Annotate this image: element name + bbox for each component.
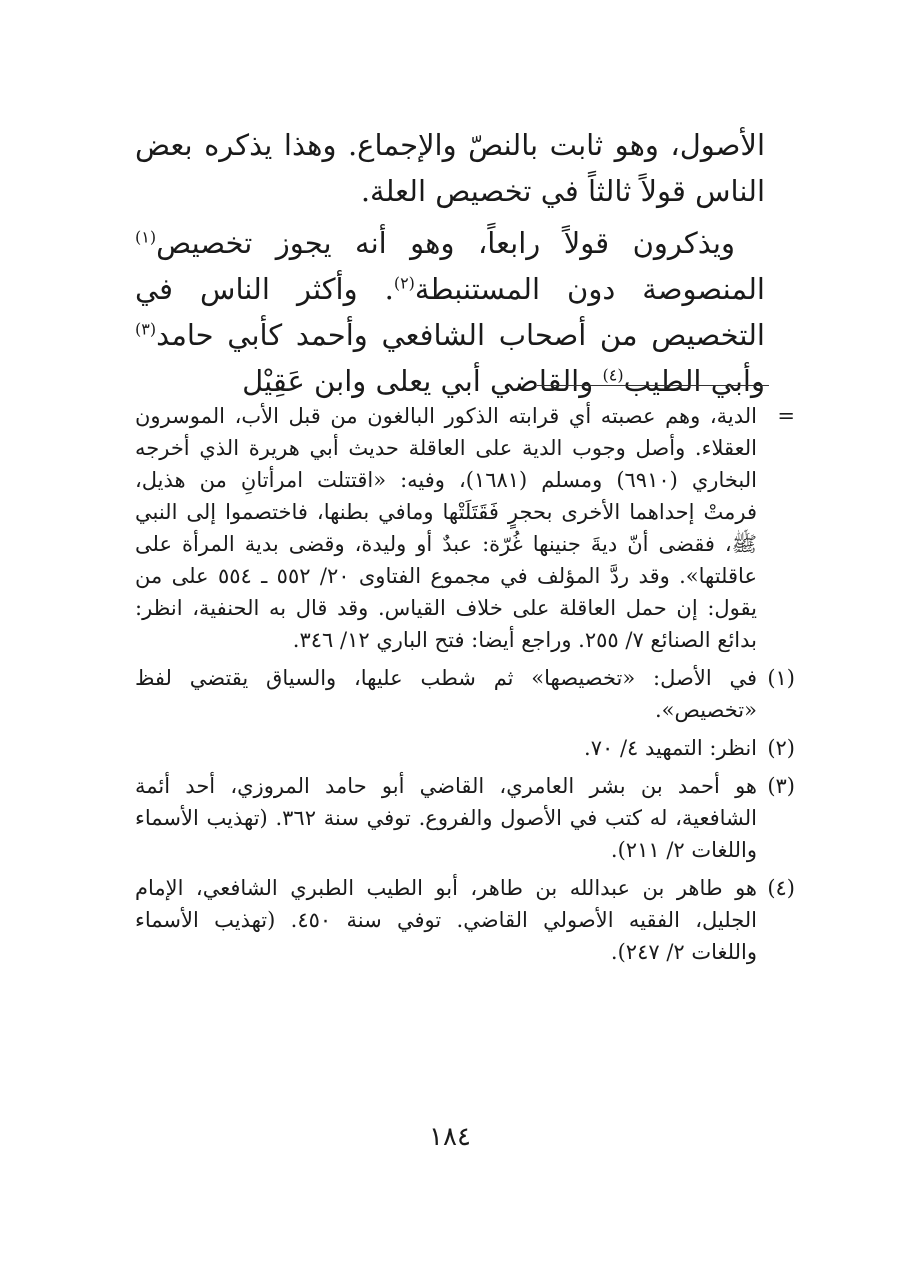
footnote-3-number: (٣) xyxy=(767,774,795,798)
body-paragraph-2-text-a: ويذكرون قولاً رابعاً، وهو أنه يجوز تخصيص xyxy=(156,226,735,260)
footnote-ref-3[interactable]: (٣) xyxy=(135,319,157,339)
footnote-separator-line xyxy=(537,385,769,386)
footnote-ref-4[interactable]: (٤) xyxy=(602,365,624,385)
footnote-continuation xyxy=(135,400,795,656)
body-paragraph-1 xyxy=(135,122,765,214)
footnote-ref-2[interactable]: (٢) xyxy=(393,273,415,293)
footnote-4-number: (٤) xyxy=(767,876,795,900)
footnote-1-number: (١) xyxy=(767,666,795,690)
body-paragraph-2 xyxy=(135,220,765,404)
footnote-1-text: في الأصل: «تخصيصها» ثم شطب عليها، والسياق يقتضي لفظ «تخصيص». xyxy=(135,666,757,722)
footnote-3 xyxy=(135,770,795,866)
footnote-continuation-text: الدية، وهم عصبته أي قرابته الذكور البالغون من قبل الأب، الموسرون العقلاء. وأصل وجوب الدية على العاقلة حديث أبي هريرة الذي أخرجه البخاري (٦٩١٠) ومسلم (١٦٨١)، وفيه: «اقتتلت امرأتانِ من هذيل، فرمتْ إحداهما الأخرى بحجرٍ فَقَتَلَتْها ومافي بطنها، فاختصموا إلى النبي ﷺ، فقضى أنّ ديةَ جنينها غُرّة: عبدٌ أو وليدة، وقضى بدية المرأة على عاقلتها». وقد ردَّ المؤلف في مجموع الفتاوى ٢٠/ ٥٥٢ ـ ٥٥٤ على من يقول: إن حمل العاقلة على خلاف القياس. وقد قال به الحنفية، انظر: بدائع الصنائع ٧/ ٢٥٥. وراجع أيضا: فتح الباري ١٢/ ٣٤٦. xyxy=(135,404,757,652)
page-number: ١٨٤ xyxy=(429,1122,471,1152)
body-paragraph-2-text-c: . وأكثر الناس في التخصيص من أصحاب الشافعي وأحمد كأبي حامد xyxy=(135,272,765,352)
footnote-2-text: انظر: التمهيد ٤/ ٧٠. xyxy=(584,736,757,760)
footnote-2 xyxy=(135,732,795,764)
footnote-3-text: هو أحمد بن بشر العامري، القاضي أبو حامد المروزي، أحد أئمة الشافعية، له كتب في الأصول والفروع. توفي سنة ٣٦٢. (تهذيب الأسماء واللغات ٢/ ٢١١). xyxy=(135,774,757,862)
footnote-2-number: (٢) xyxy=(767,736,795,760)
footnote-continuation-marker: = xyxy=(777,404,795,428)
footnote-4 xyxy=(135,872,795,968)
body-paragraph-2-text-d: وأبي الطيب xyxy=(623,364,765,398)
footnote-4-text: هو طاهر بن عبدالله بن طاهر، أبو الطيب الطبري الشافعي، الإمام الجليل، الفقيه الأصولي القاضي. توفي سنة ٤٥٠. (تهذيب الأسماء واللغات ٢/ ٢٤٧). xyxy=(135,876,757,964)
footnotes-section xyxy=(135,400,795,974)
footnote-ref-1[interactable]: (١) xyxy=(135,227,157,247)
body-paragraph-2-text-b: المنصوصة دون المستنبطة xyxy=(414,272,765,306)
main-body-text xyxy=(135,122,765,410)
body-paragraph-2-text-e: والقاضي أبي يعلى وابن عَقِيْل xyxy=(242,364,603,398)
body-paragraph-1-text: الأصول، وهو ثابت بالنصّ والإجماع. وهذا يذكره بعض الناس قولاً ثالثاً في تخصيص العلة. xyxy=(135,128,765,208)
footnote-1 xyxy=(135,662,795,726)
